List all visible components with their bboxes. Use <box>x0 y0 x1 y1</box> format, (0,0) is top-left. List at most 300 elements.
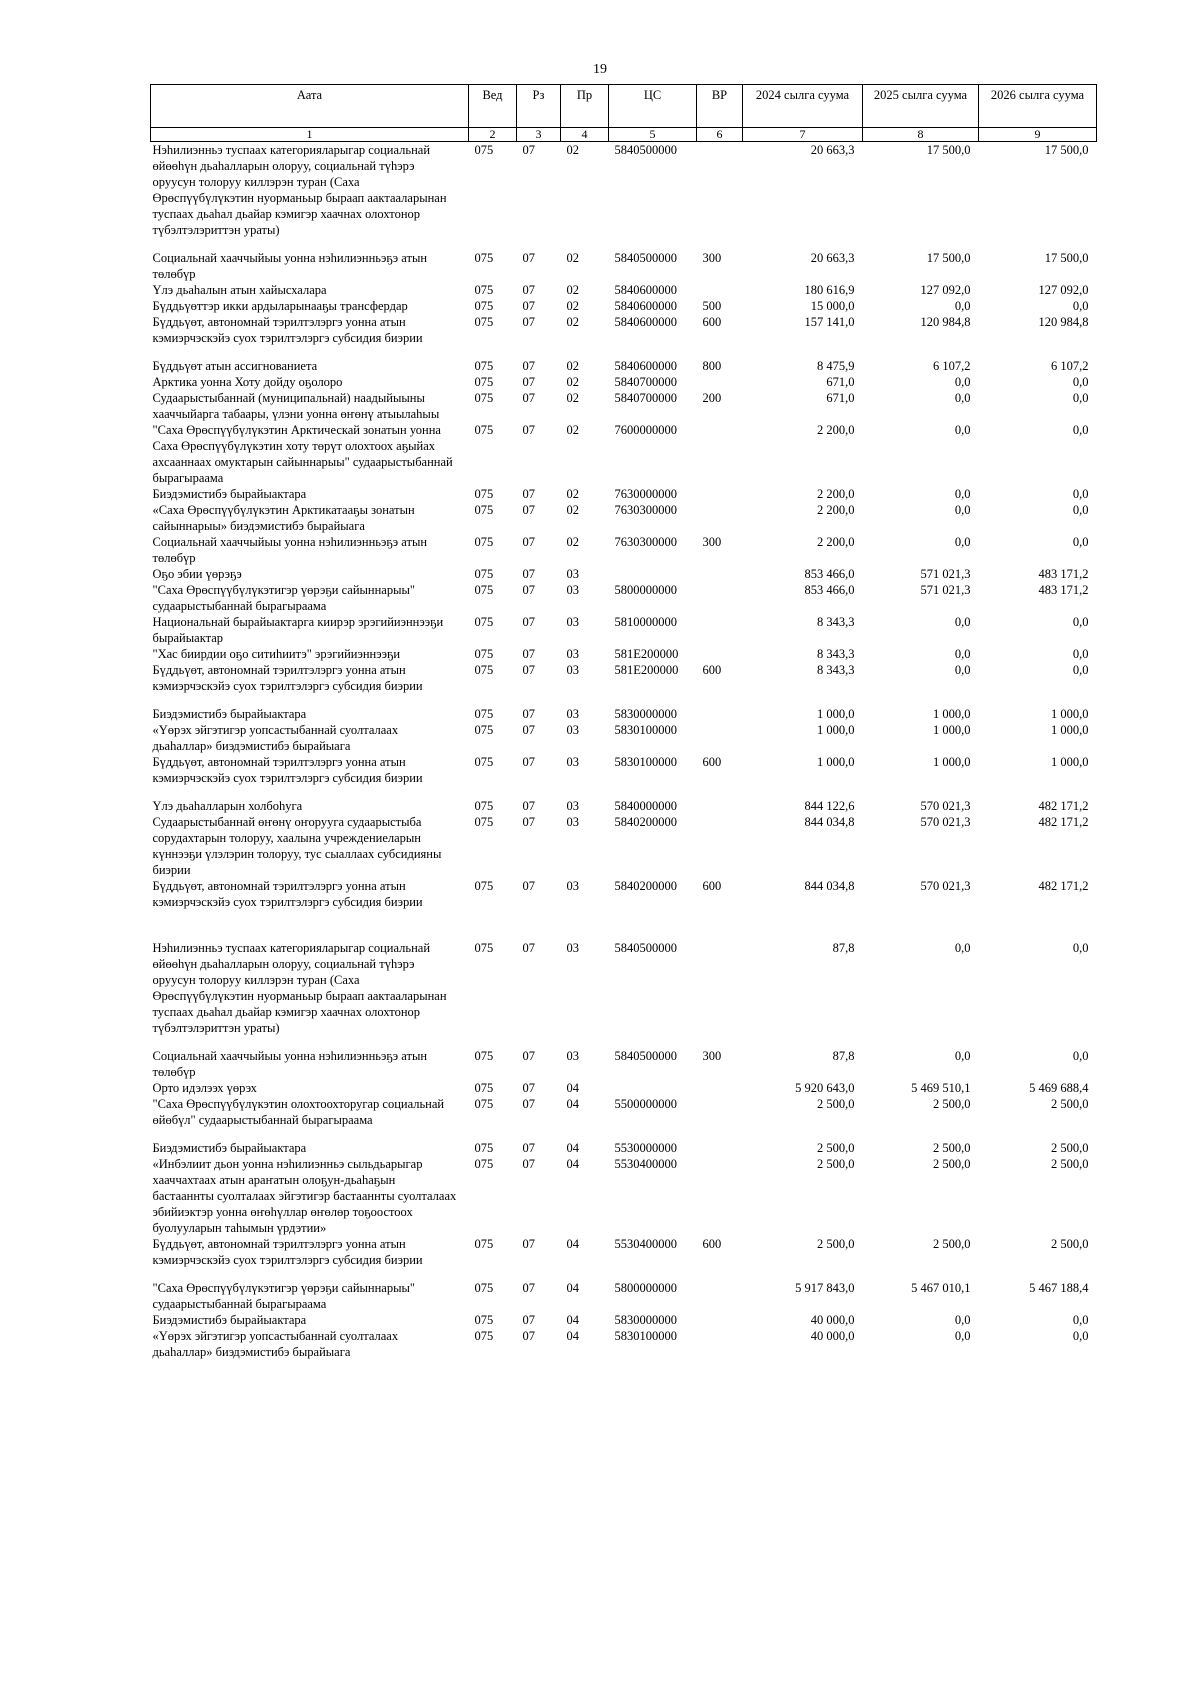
cs-cell: 5800000000 <box>614 1281 677 1295</box>
cs-cell: 5840500000 <box>614 1049 677 1063</box>
amount-2025-cell: 0,0 <box>954 941 971 955</box>
vr-cell <box>697 1328 743 1360</box>
amount-2025-cell: 127 092,0 <box>920 283 971 297</box>
rz-cell: 07 <box>522 1081 535 1095</box>
amount-2026-cell: 482 171,2 <box>1038 879 1089 893</box>
pr-cell: 02 <box>566 143 579 157</box>
vr-cell: 200 <box>702 391 722 405</box>
amount-2026-cell: 0,0 <box>1072 647 1089 661</box>
cs-cell: 5830100000 <box>614 755 677 769</box>
ved-cell: 075 <box>474 1329 494 1343</box>
ved-cell: 075 <box>474 1157 494 1171</box>
ved-cell: 075 <box>474 283 494 297</box>
ved-cell: 075 <box>474 299 494 313</box>
vr-cell <box>697 422 743 486</box>
amount-2024-cell: 157 141,0 <box>804 315 855 329</box>
rz-cell: 07 <box>522 283 535 297</box>
row-name-cell: Бүддьүөт, автономнай тэрилтэлэргэ уонна атын кэмиэрчэскэйэ суох тэрилтэлэргэ субсидия биэрии <box>152 1237 423 1267</box>
ved-cell: 075 <box>474 535 494 549</box>
vr-cell: 600 <box>702 315 722 329</box>
row-name-cell: Арктика уонна Хоту дойду оҕолоро <box>152 375 343 389</box>
amount-2026-cell: 6 107,2 <box>1051 359 1089 373</box>
pr-cell: 04 <box>566 1141 579 1155</box>
amount-2025-cell: 571 021,3 <box>920 583 971 597</box>
table-row <box>151 1080 1097 1096</box>
row-name-cell: «Үөрэх эйгэтигэр уопсастыбаннай суолталаах дьаһаллар» биэдэмистибэ бырайыага <box>152 1329 399 1359</box>
rz-cell: 07 <box>522 1281 535 1295</box>
table-row <box>151 314 1097 346</box>
rz-cell: 07 <box>522 723 535 737</box>
rz-cell: 07 <box>522 1329 535 1343</box>
table-row <box>151 1268 1097 1312</box>
amount-2024-cell: 853 466,0 <box>804 583 855 597</box>
ved-cell: 075 <box>474 1049 494 1063</box>
ved-cell: 075 <box>474 663 494 677</box>
amount-2026-cell: 0,0 <box>1072 503 1089 517</box>
table-row <box>151 238 1097 282</box>
amount-2024-cell: 15 000,0 <box>810 299 855 313</box>
vr-cell <box>697 1128 743 1156</box>
table-row <box>151 374 1097 390</box>
amount-2025-cell: 570 021,3 <box>920 879 971 893</box>
ved-cell: 075 <box>474 391 494 405</box>
pr-cell: 03 <box>566 567 579 581</box>
vr-cell: 300 <box>702 535 722 549</box>
row-name-cell: «Инбэлиит дьон уонна нэһилиэнньэ сыльдьарыгар хааччахтаах атын араҥатын олоҕун-дьаһаҕын бастааннты суолталаах эйгэтигэр бастааннты суолталаах эбийиэктэр уонна өҥөһүллар өҥөлөр тоҕоостоох буолууларын таһымын үрдэтии» <box>152 1157 457 1235</box>
row-name-cell: "Саха Өрөспүүбүлүкэтигэр үөрэҕи сайыннарыы" судаарыстыбаннай бырагыраама <box>152 583 415 613</box>
rz-cell: 07 <box>522 663 535 677</box>
pr-cell: 03 <box>566 647 579 661</box>
amount-2026-cell: 5 469 688,4 <box>1029 1081 1089 1095</box>
ved-cell: 075 <box>474 1081 494 1095</box>
amount-2025-cell: 1 000,0 <box>933 723 971 737</box>
amount-2026-cell: 1 000,0 <box>1051 707 1089 721</box>
vr-cell <box>697 614 743 646</box>
pr-cell: 04 <box>566 1097 579 1111</box>
cs-cell <box>609 566 697 582</box>
row-name-cell: Судаарыстыбаннай өҥөнү оҥорууга судаарыстыба сорудахтарын толоруу, хаалына учреждениеларын күннээҕи үлэлэрин толоруу, тус сыаллаах субсидияны биэрии <box>152 815 442 877</box>
row-name-cell: Бүддьүөттэр икки ардыларынааҕы трансфердар <box>152 299 408 313</box>
amount-2026-cell: 0,0 <box>1072 375 1089 389</box>
table-row <box>151 754 1097 786</box>
vr-cell: 800 <box>702 359 722 373</box>
column-number: 4 <box>561 128 609 142</box>
cs-cell: 5800000000 <box>614 583 677 597</box>
table-row <box>151 694 1097 722</box>
column-number: 3 <box>517 128 561 142</box>
table-row <box>151 142 1097 239</box>
table-row <box>151 1312 1097 1328</box>
amount-2024-cell: 2 500,0 <box>817 1237 855 1251</box>
rz-cell: 07 <box>522 315 535 329</box>
cs-cell: 7630300000 <box>614 503 677 517</box>
ved-cell: 075 <box>474 1313 494 1327</box>
vr-cell <box>697 1156 743 1236</box>
vr-cell <box>697 646 743 662</box>
row-name-cell: Социальнай хааччыйыы уонна нэһилиэнньэҕэ атын төлөбүр <box>152 535 428 565</box>
cs-cell: 5840500000 <box>614 941 677 955</box>
rz-cell: 07 <box>522 647 535 661</box>
amount-2026-cell: 0,0 <box>1072 487 1089 501</box>
cs-cell: 5840500000 <box>614 143 677 157</box>
ved-cell: 075 <box>474 487 494 501</box>
amount-2026-cell: 1 000,0 <box>1051 755 1089 769</box>
amount-2025-cell: 570 021,3 <box>920 799 971 813</box>
pr-cell: 03 <box>566 815 579 829</box>
rz-cell: 07 <box>522 707 535 721</box>
header-cell: ЦС <box>609 85 697 128</box>
ved-cell: 075 <box>474 1097 494 1111</box>
rz-cell: 07 <box>522 299 535 313</box>
pr-cell: 04 <box>566 1081 579 1095</box>
cs-cell: 7630000000 <box>614 487 677 501</box>
vr-cell <box>697 814 743 878</box>
ved-cell: 075 <box>474 315 494 329</box>
table-row <box>151 298 1097 314</box>
column-number: 5 <box>609 128 697 142</box>
row-name-cell: Нэһилиэнньэ туспаах категорияларыгар социальнай өйөөһүн дьаһалларын олоруу, социальнай түһэрэ оруусун толоруу киллэрэн туран (Саха Өрөспүүбүлүкэтин нуорманьыр быраап аактааларынан туспаах дьаһал дьайар кэмигэр хаачнах олохтонор түбэлтэлэриттэн ураты) <box>152 941 447 1035</box>
cs-cell: 5840700000 <box>614 391 677 405</box>
column-number: 1 <box>151 128 469 142</box>
vr-cell <box>697 486 743 502</box>
table-row <box>151 1156 1097 1236</box>
amount-2024-cell: 2 500,0 <box>817 1141 855 1155</box>
table-row <box>151 1328 1097 1360</box>
pr-cell: 04 <box>566 1237 579 1251</box>
column-number: 8 <box>863 128 979 142</box>
amount-2025-cell: 17 500,0 <box>926 143 971 157</box>
row-name-cell: Оҕо эбии үөрэҕэ <box>152 567 242 581</box>
vr-cell <box>697 1096 743 1128</box>
amount-2026-cell: 2 500,0 <box>1051 1237 1089 1251</box>
amount-2025-cell: 2 500,0 <box>933 1157 971 1171</box>
ved-cell: 075 <box>474 615 494 629</box>
vr-cell: 600 <box>702 879 722 893</box>
ved-cell: 075 <box>474 583 494 597</box>
amount-2026-cell: 17 500,0 <box>1044 251 1089 265</box>
rz-cell: 07 <box>522 1157 535 1171</box>
table-row <box>151 722 1097 754</box>
amount-2025-cell: 0,0 <box>954 647 971 661</box>
cs-cell: 5530000000 <box>614 1141 677 1155</box>
header-row <box>151 85 1097 128</box>
amount-2026-cell: 2 500,0 <box>1051 1157 1089 1171</box>
row-name-cell: Бүддьүөт, автономнай тэрилтэлэргэ уонна атын кэмиэрчэскэйэ суох тэрилтэлэргэ субсидия биэрии <box>152 755 423 785</box>
cs-cell: 5840000000 <box>614 799 677 813</box>
amount-2026-cell: 1 000,0 <box>1051 723 1089 737</box>
vr-cell <box>697 1268 743 1312</box>
vr-cell <box>697 582 743 614</box>
pr-cell: 02 <box>566 487 579 501</box>
rz-cell: 07 <box>522 251 535 265</box>
row-name-cell: Бүддьүөт, автономнай тэрилтэлэргэ уонна атын кэмиэрчэскэйэ суох тэрилтэлэргэ субсидия биэрии <box>152 879 423 909</box>
cs-cell: 5840700000 <box>614 375 677 389</box>
ved-cell: 075 <box>474 723 494 737</box>
table-row <box>151 534 1097 566</box>
pr-cell: 03 <box>566 707 579 721</box>
pr-cell: 03 <box>566 615 579 629</box>
pr-cell: 02 <box>566 283 579 297</box>
amount-2024-cell: 1 000,0 <box>817 755 855 769</box>
row-name-cell: Бүддьүөт атын ассигнованиета <box>152 359 318 373</box>
cs-cell: 581E200000 <box>614 647 679 661</box>
vr-cell: 300 <box>702 1049 722 1063</box>
rz-cell: 07 <box>522 1313 535 1327</box>
amount-2025-cell: 0,0 <box>954 391 971 405</box>
row-name-cell: Биэдэмистибэ бырайыактара <box>152 487 307 501</box>
amount-2024-cell: 671,0 <box>826 391 855 405</box>
rz-cell: 07 <box>522 941 535 955</box>
pr-cell: 03 <box>566 799 579 813</box>
amount-2025-cell: 0,0 <box>954 375 971 389</box>
amount-2025-cell: 0,0 <box>954 535 971 549</box>
cs-cell: 5840600000 <box>614 315 677 329</box>
amount-2024-cell: 844 034,8 <box>804 815 855 829</box>
table-row <box>151 390 1097 422</box>
cs-cell: 5830100000 <box>614 1329 677 1343</box>
amount-2024-cell: 1 000,0 <box>817 723 855 737</box>
amount-2025-cell: 0,0 <box>954 423 971 437</box>
cs-cell: 5530400000 <box>614 1237 677 1251</box>
header-cell: Пр <box>561 85 609 128</box>
pr-cell: 02 <box>566 315 579 329</box>
table-row <box>151 614 1097 646</box>
table-row <box>151 346 1097 374</box>
vr-cell: 600 <box>702 1237 722 1251</box>
row-name-cell: Бүддьүөт, автономнай тэрилтэлэргэ уонна атын кэмиэрчэскэйэ суох тэрилтэлэргэ субсидия биэрии <box>152 663 423 693</box>
cs-cell: 5500000000 <box>614 1097 677 1111</box>
ved-cell: 075 <box>474 503 494 517</box>
vr-cell <box>697 142 743 239</box>
amount-2025-cell: 2 500,0 <box>933 1097 971 1111</box>
cs-cell: 5830000000 <box>614 707 677 721</box>
row-name-cell: Үлэ дьаһалын атын хайысхалара <box>152 283 327 297</box>
row-name-cell: Нэһилиэнньэ туспаах категорияларыгар социальнай өйөөһүн дьаһалларын олоруу, социальнай түһэрэ оруусун толоруу киллэрэн туран (Саха Өрөспүүбүлүкэтин нуорманьыр быраап аактааларынан туспаах дьаһал дьайар кэмигэр хаачнах олохтонор түбэлтэлэриттэн ураты) <box>152 143 447 237</box>
amount-2025-cell: 6 107,2 <box>933 359 971 373</box>
amount-2024-cell: 671,0 <box>826 375 855 389</box>
row-name-cell: Биэдэмистибэ бырайыактара <box>152 1141 307 1155</box>
ved-cell: 075 <box>474 423 494 437</box>
pr-cell: 03 <box>566 755 579 769</box>
row-name-cell: «Үөрэх эйгэтигэр уопсастыбаннай суолталаах дьаһаллар» биэдэмистибэ бырайыага <box>152 723 399 753</box>
ved-cell: 075 <box>474 143 494 157</box>
table-row <box>151 646 1097 662</box>
vr-cell <box>697 1312 743 1328</box>
ved-cell: 075 <box>474 1237 494 1251</box>
cs-cell: 5840600000 <box>614 359 677 373</box>
rz-cell: 07 <box>522 583 535 597</box>
amount-2026-cell: 127 092,0 <box>1038 283 1089 297</box>
amount-2025-cell: 0,0 <box>954 615 971 629</box>
amount-2026-cell: 120 984,8 <box>1038 315 1089 329</box>
amount-2024-cell: 20 663,3 <box>810 251 855 265</box>
row-name-cell: Национальнай бырайыактарга киирэр эрэгийиэннээҕи бырайыактар <box>152 615 444 645</box>
amount-2026-cell: 17 500,0 <box>1044 143 1089 157</box>
row-name-cell: Социальнай хааччыйыы уонна нэһилиэнньэҕэ атын төлөбүр <box>152 1049 428 1079</box>
pr-cell: 02 <box>566 535 579 549</box>
pr-cell: 02 <box>566 391 579 405</box>
vr-cell <box>697 566 743 582</box>
amount-2025-cell: 1 000,0 <box>933 707 971 721</box>
amount-2026-cell: 482 171,2 <box>1038 815 1089 829</box>
table-row <box>151 662 1097 694</box>
amount-2026-cell: 0,0 <box>1072 299 1089 313</box>
amount-2024-cell: 8 475,9 <box>817 359 855 373</box>
table-row <box>151 786 1097 814</box>
amount-2024-cell: 8 343,3 <box>817 663 855 677</box>
table-row <box>151 422 1097 486</box>
table-row <box>151 878 1097 910</box>
column-number: 2 <box>469 128 517 142</box>
table-row <box>151 1096 1097 1128</box>
amount-2026-cell: 2 500,0 <box>1051 1141 1089 1155</box>
amount-2025-cell: 0,0 <box>954 487 971 501</box>
ved-cell: 075 <box>474 799 494 813</box>
ved-cell: 075 <box>474 755 494 769</box>
amount-2025-cell: 0,0 <box>954 1329 971 1343</box>
table-row <box>151 910 1097 1036</box>
cs-cell: 5530400000 <box>614 1157 677 1171</box>
ved-cell: 075 <box>474 647 494 661</box>
table-row <box>151 1236 1097 1268</box>
table-row <box>151 582 1097 614</box>
ved-cell: 075 <box>474 359 494 373</box>
pr-cell: 02 <box>566 375 579 389</box>
cs-cell: 5840500000 <box>614 251 677 265</box>
amount-2026-cell: 0,0 <box>1072 391 1089 405</box>
column-number-row <box>151 128 1097 142</box>
amount-2024-cell: 87,8 <box>832 1049 855 1063</box>
pr-cell: 02 <box>566 299 579 313</box>
vr-cell: 500 <box>702 299 722 313</box>
amount-2025-cell: 570 021,3 <box>920 815 971 829</box>
amount-2024-cell: 2 200,0 <box>817 423 855 437</box>
amount-2024-cell: 40 000,0 <box>810 1313 855 1327</box>
budget-table <box>150 84 1097 1360</box>
amount-2024-cell: 2 200,0 <box>817 535 855 549</box>
amount-2026-cell: 0,0 <box>1072 535 1089 549</box>
amount-2025-cell: 571 021,3 <box>920 567 971 581</box>
amount-2025-cell: 0,0 <box>954 1049 971 1063</box>
rz-cell: 07 <box>522 615 535 629</box>
rz-cell: 07 <box>522 1049 535 1063</box>
amount-2024-cell: 853 466,0 <box>804 567 855 581</box>
amount-2024-cell: 20 663,3 <box>810 143 855 157</box>
header-cell: 2024 сылга суума <box>743 85 863 128</box>
vr-cell <box>697 786 743 814</box>
table-row <box>151 566 1097 582</box>
table-row <box>151 502 1097 534</box>
amount-2024-cell: 1 000,0 <box>817 707 855 721</box>
rz-cell: 07 <box>522 879 535 893</box>
rz-cell: 07 <box>522 143 535 157</box>
vr-cell: 600 <box>702 663 722 677</box>
amount-2025-cell: 120 984,8 <box>920 315 971 329</box>
ved-cell: 075 <box>474 251 494 265</box>
column-number: 9 <box>979 128 1097 142</box>
header-cell: 2026 сылга суума <box>979 85 1097 128</box>
amount-2026-cell: 0,0 <box>1072 1049 1089 1063</box>
amount-2024-cell: 2 200,0 <box>817 503 855 517</box>
row-name-cell: Үлэ дьаһалларын холбоһуга <box>152 799 303 813</box>
ved-cell: 075 <box>474 567 494 581</box>
header-cell: Вед <box>469 85 517 128</box>
amount-2025-cell: 2 500,0 <box>933 1141 971 1155</box>
ved-cell: 075 <box>474 879 494 893</box>
pr-cell: 04 <box>566 1281 579 1295</box>
amount-2026-cell: 482 171,2 <box>1038 799 1089 813</box>
pr-cell: 04 <box>566 1313 579 1327</box>
rz-cell: 07 <box>522 359 535 373</box>
ved-cell: 075 <box>474 815 494 829</box>
amount-2026-cell: 0,0 <box>1072 1313 1089 1327</box>
cs-cell: 5840600000 <box>614 299 677 313</box>
pr-cell: 03 <box>566 1049 579 1063</box>
rz-cell: 07 <box>522 755 535 769</box>
vr-cell <box>697 502 743 534</box>
amount-2026-cell: 5 467 188,4 <box>1029 1281 1089 1295</box>
amount-2024-cell: 2 500,0 <box>817 1157 855 1171</box>
amount-2024-cell: 8 343,3 <box>817 647 855 661</box>
cs-cell: 5840200000 <box>614 879 677 893</box>
page-number: 19 <box>593 62 607 77</box>
amount-2024-cell: 8 343,3 <box>817 615 855 629</box>
cs-cell <box>609 1080 697 1096</box>
ved-cell: 075 <box>474 1141 494 1155</box>
row-name-cell: Бүддьүөт, автономнай тэрилтэлэргэ уонна атын кэмиэрчэскэйэ суох тэрилтэлэргэ субсидия биэрии <box>152 315 423 345</box>
table-row <box>151 282 1097 298</box>
amount-2024-cell: 2 500,0 <box>817 1097 855 1111</box>
row-name-cell: Биэдэмистибэ бырайыактара <box>152 707 307 721</box>
rz-cell: 07 <box>522 1141 535 1155</box>
amount-2026-cell: 0,0 <box>1072 423 1089 437</box>
vr-cell <box>697 722 743 754</box>
cs-cell: 581E200000 <box>614 663 679 677</box>
amount-2024-cell: 844 122,6 <box>804 799 855 813</box>
pr-cell: 02 <box>566 423 579 437</box>
row-name-cell: Орто идэлээх үөрэх <box>152 1081 257 1095</box>
pr-cell: 02 <box>566 359 579 373</box>
amount-2025-cell: 0,0 <box>954 299 971 313</box>
amount-2026-cell: 2 500,0 <box>1051 1097 1089 1111</box>
row-name-cell: "Саха Өрөспүүбүлүкэтигэр үөрэҕи сайыннарыы" судаарыстыбаннай бырагыраама <box>152 1281 415 1311</box>
ved-cell: 075 <box>474 941 494 955</box>
amount-2026-cell: 483 171,2 <box>1038 583 1089 597</box>
rz-cell: 07 <box>522 535 535 549</box>
row-name-cell: Биэдэмистибэ бырайыактара <box>152 1313 307 1327</box>
rz-cell: 07 <box>522 423 535 437</box>
pr-cell: 03 <box>566 663 579 677</box>
pr-cell: 03 <box>566 723 579 737</box>
vr-cell: 600 <box>702 755 722 769</box>
ved-cell: 075 <box>474 375 494 389</box>
cs-cell: 5840200000 <box>614 815 677 829</box>
column-number: 6 <box>697 128 743 142</box>
rz-cell: 07 <box>522 487 535 501</box>
table-row <box>151 1036 1097 1080</box>
amount-2026-cell: 0,0 <box>1072 615 1089 629</box>
vr-cell <box>697 1080 743 1096</box>
cs-cell: 7600000000 <box>614 423 677 437</box>
header-cell: ВР <box>697 85 743 128</box>
vr-cell <box>697 374 743 390</box>
budget-document <box>150 84 1096 1360</box>
amount-2026-cell: 0,0 <box>1072 941 1089 955</box>
pr-cell: 03 <box>566 583 579 597</box>
amount-2024-cell: 40 000,0 <box>810 1329 855 1343</box>
vr-cell: 300 <box>702 251 722 265</box>
row-name-cell: Судаарыстыбаннай (муниципальнай) наадыйыыны хааччыйарга табаары, үлэни уонна өҥөнү атыылаһыы <box>152 391 440 421</box>
